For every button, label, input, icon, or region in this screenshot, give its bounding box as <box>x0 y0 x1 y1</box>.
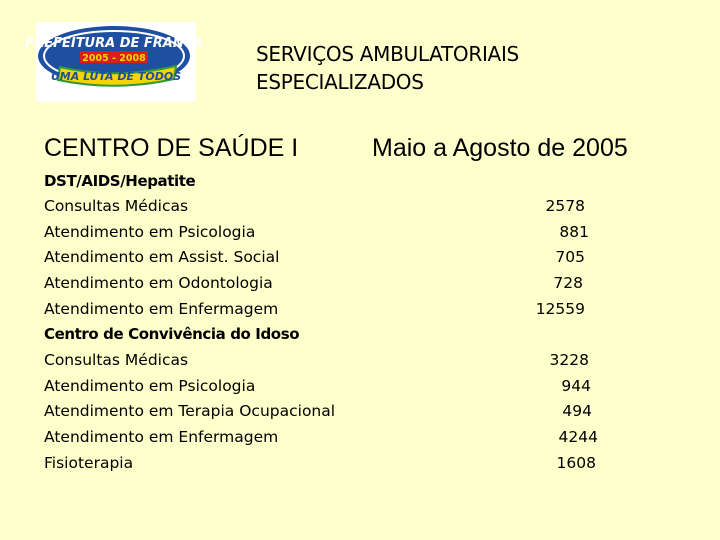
logo-text-slogan: UMA LUTA DE TODOS <box>50 70 182 83</box>
service-count: 2578 <box>545 197 585 215</box>
service-label: Atendimento em Odontologia <box>44 274 273 292</box>
section-heading: CENTRO DE SAÚDE I <box>44 134 299 162</box>
service-label: Atendimento em Psicologia <box>44 223 256 241</box>
service-label: Atendimento em Psicologia <box>44 377 256 395</box>
service-label: Atendimento em Enfermagem <box>44 300 279 318</box>
service-label: Atendimento em Assist. Social <box>44 248 280 266</box>
service-label: Atendimento em Terapia Ocupacional <box>44 402 336 420</box>
service-count: 12559 <box>535 300 585 318</box>
service-count: 3228 <box>549 351 589 369</box>
service-count: 1608 <box>556 454 596 472</box>
logo-text-years: 2005 - 2008 <box>82 53 146 64</box>
slide-title-line-1: SERVIÇOS AMBULATORIAIS <box>256 42 519 66</box>
prefeitura-logo <box>24 22 204 102</box>
slide-title <box>256 40 519 96</box>
service-label: Atendimento em Enfermagem <box>44 428 279 446</box>
logo-text-prefeitura: PREFEITURA DE FRANCA <box>24 36 204 51</box>
service-count: 4244 <box>558 428 598 446</box>
service-count: 705 <box>555 248 585 266</box>
group-heading-dst-aids: DST/AIDS/Hepatite <box>44 172 196 190</box>
service-count: 728 <box>553 274 583 292</box>
service-label: Fisioterapia <box>44 454 134 472</box>
service-count: 944 <box>561 377 591 395</box>
service-label: Consultas Médicas <box>44 351 189 369</box>
service-label: Consultas Médicas <box>44 197 189 215</box>
period-heading: Maio a Agosto de 2005 <box>372 134 628 162</box>
logo-graphic <box>24 22 204 102</box>
service-count: 881 <box>559 223 589 241</box>
slide-title-line-2: ESPECIALIZADOS <box>256 70 424 94</box>
group-heading-idoso: Centro de Convivência do Idoso <box>44 325 300 343</box>
service-count: 494 <box>562 402 592 420</box>
